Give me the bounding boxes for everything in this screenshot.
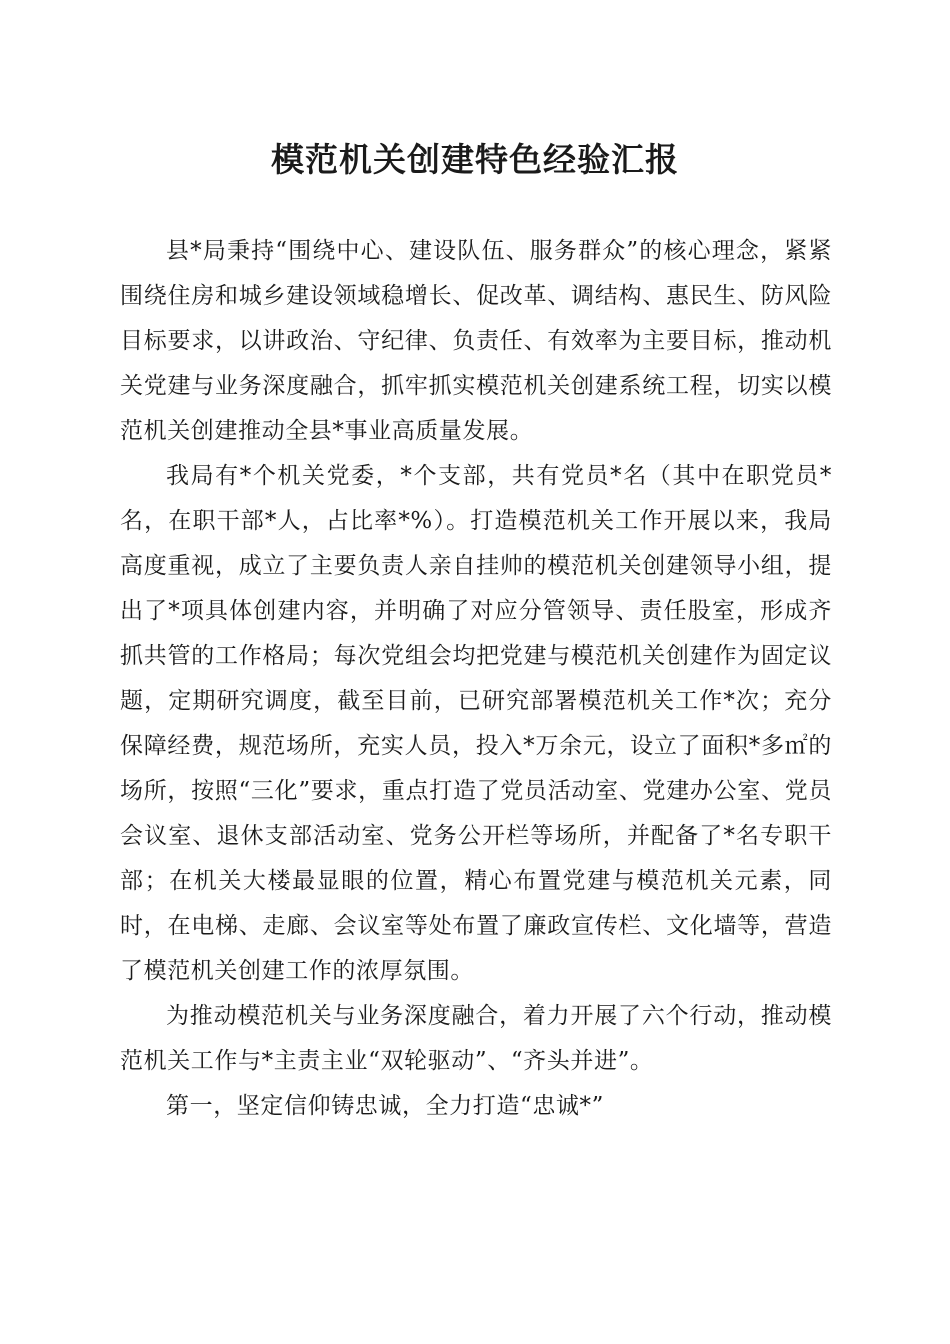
paragraph-actions: 为推动模范机关与业务深度融合，着力开展了六个行动，推动模范机关工作与*主责主业“双轮驱动”、“齐头并进”。 xyxy=(120,1003,832,1074)
document-title: 模范机关创建特色经验汇报 xyxy=(271,140,679,179)
paragraph-first-point: 第一，坚定信仰铸忠诚，全力打造“忠诚*” xyxy=(166,1093,605,1119)
paragraph-intro: 县*局秉持“围绕中心、建设队伍、服务群众”的核心理念，紧紧围绕住房和城乡建设领域稳增长、促改革、调结构、惠民生、防风险目标要求，以讲政治、守纪律、负责任、有效率为主要目标，推动机关党建与业务深度融合，抓牢抓实模范机关创建系统工程，切实以模范机关创建推动全县*事业高质量发展。 xyxy=(120,238,832,444)
document-body xyxy=(120,229,832,1129)
paragraph-overview: 我局有*个机关党委，*个支部，共有党员*名（其中在职党员*名，在职干部*人，占比率*%）。打造模范机关工作开展以来，我局高度重视，成立了主要负责人亲自挂帅的模范机关创建领导小组，提出了*项具体创建内容，并明确了对应分管领导、责任股室，形成齐抓共管的工作格局；每次党组会均把党建与模范机关创建作为固定议题，定期研究调度，截至目前，已研究部署模范机关工作*次；充分保障经费，规范场所，充实人员，投入*万余元，设立了面积*多㎡的场所，按照“三化”要求，重点打造了党员活动室、党建办公室、党员会议室、退休支部活动室、党务公开栏等场所，并配备了*名专职干部；在机关大楼最显眼的位置，精心布置党建与模范机关元素，同时，在电梯、走廊、会议室等处布置了廉政宣传栏、文化墙等，营造了模范机关创建工作的浓厚氛围。 xyxy=(120,463,832,984)
